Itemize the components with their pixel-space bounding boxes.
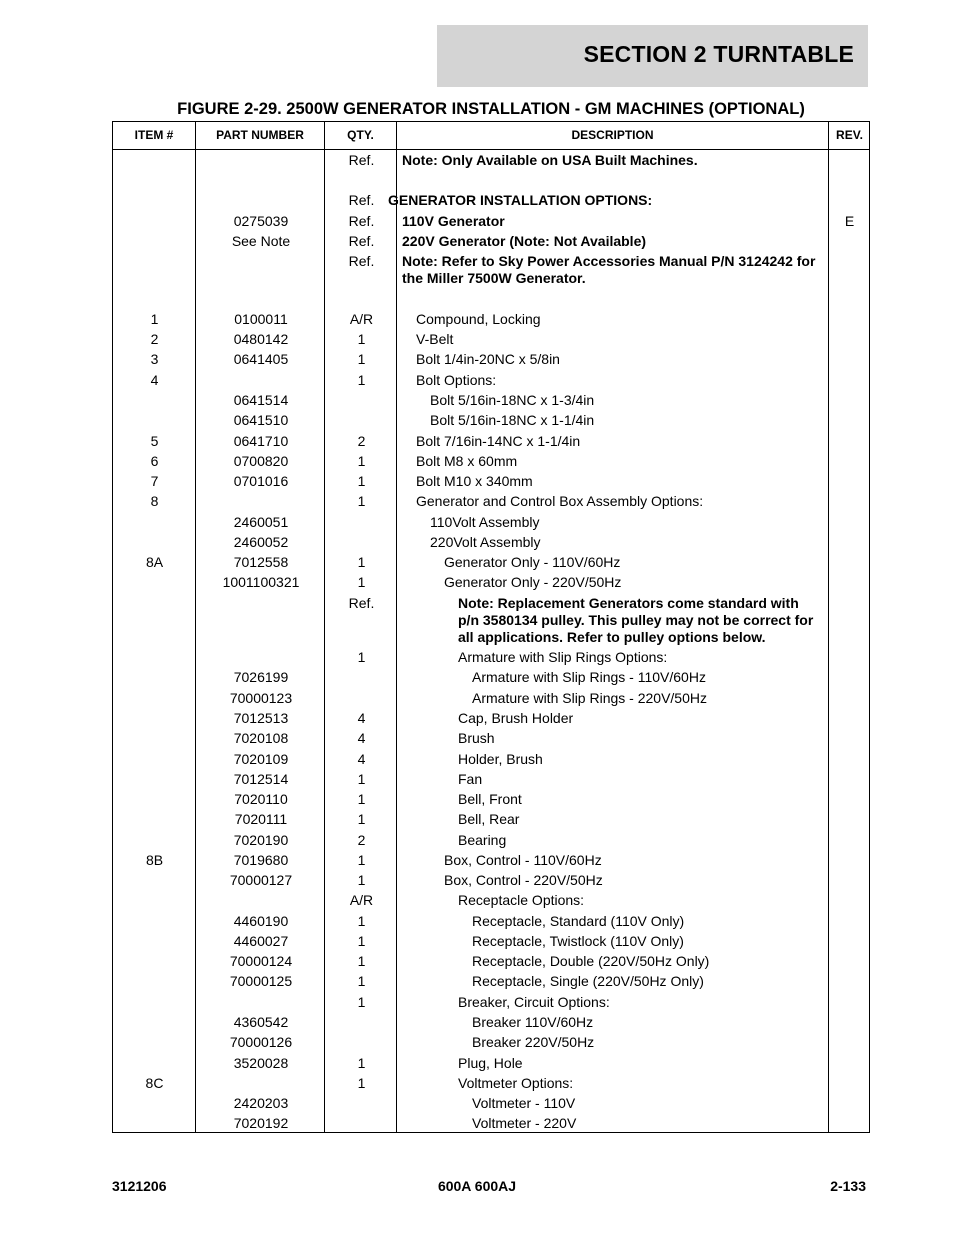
- table-row: [113, 331, 869, 351]
- item-number-cell: 5: [150, 433, 159, 449]
- quantity-cell: 1: [357, 1055, 366, 1071]
- description-cell: Receptacle Options:: [458, 892, 585, 908]
- quantity-cell: Ref.: [348, 152, 375, 168]
- quantity-cell: 2: [357, 433, 366, 449]
- description-cell: Armature with Slip Rings Options:: [458, 649, 668, 665]
- quantity-cell: 1: [357, 331, 366, 347]
- table-row: [113, 791, 869, 811]
- table-row: [113, 493, 869, 513]
- quantity-cell: 1: [357, 493, 366, 509]
- description-cell: Bolt 5/16in-18NC x 1-1/4in: [430, 412, 595, 428]
- description-cell: Bolt 1/4in-20NC x 5/8in: [416, 351, 560, 367]
- table-row: [113, 213, 869, 233]
- quantity-cell: 4: [357, 751, 366, 767]
- description-cell: Box, Control - 110V/60Hz: [444, 852, 602, 868]
- description-cell: Bell, Rear: [458, 811, 520, 827]
- table-row: [113, 649, 869, 669]
- description-cell: Generator Only - 110V/60Hz: [444, 554, 621, 570]
- table-row: [113, 1095, 869, 1115]
- part-number-cell: 0641510: [233, 412, 289, 428]
- table-row: [113, 1115, 869, 1135]
- table-row: [113, 412, 869, 432]
- item-number-cell: 2: [150, 331, 159, 347]
- table-row: [113, 1034, 869, 1054]
- part-number-cell: 70000127: [229, 872, 293, 888]
- description-cell: Fan: [458, 771, 483, 787]
- description-cell: Breaker, Circuit Options:: [458, 994, 610, 1010]
- part-number-cell: 4460027: [233, 933, 289, 949]
- description-cell: V-Belt: [416, 331, 454, 347]
- section-title: SECTION 2 TURNTABLE: [583, 41, 854, 67]
- part-number-cell: 0275039: [233, 213, 289, 229]
- part-number-cell: 70000126: [229, 1034, 293, 1050]
- part-number-cell: 4360542: [233, 1014, 289, 1030]
- quantity-cell: 1: [357, 574, 366, 590]
- table-row: [113, 1014, 869, 1034]
- item-number-cell: 8: [150, 493, 159, 509]
- item-number-cell: 8B: [145, 852, 164, 868]
- table-row: [113, 351, 869, 371]
- description-cell: 220Volt Assembly: [430, 534, 541, 550]
- part-number-cell: 2420203: [233, 1095, 289, 1111]
- quantity-cell: 1: [357, 453, 366, 469]
- quantity-cell: A/R: [349, 311, 374, 327]
- table-row: [113, 994, 869, 1014]
- description-cell: Bearing: [458, 832, 507, 848]
- quantity-cell: 1: [357, 872, 366, 888]
- figure-title: FIGURE 2-29. 2500W GENERATOR INSTALLATION - GM MACHINES (OPTIONAL): [177, 100, 805, 118]
- part-number-cell: 2460052: [233, 534, 289, 550]
- quantity-cell: 1: [357, 953, 366, 969]
- part-number-cell: 0641710: [233, 433, 289, 449]
- description-cell: Receptacle, Single (220V/50Hz Only): [472, 973, 704, 989]
- description-cell: Voltmeter - 110V: [472, 1095, 576, 1111]
- item-number-cell: 1: [150, 311, 159, 327]
- table-row: [113, 872, 869, 892]
- header-divider: [113, 149, 869, 150]
- table-row: [113, 811, 869, 831]
- part-number-cell: 0700820: [233, 453, 289, 469]
- quantity-cell: Ref.: [348, 192, 375, 208]
- part-number-cell: 1001100321: [222, 574, 300, 590]
- quantity-cell: 1: [357, 473, 366, 489]
- part-number-cell: 70000125: [229, 973, 293, 989]
- doc-number: 3121206: [112, 1178, 167, 1194]
- part-number-cell: 7020108: [233, 730, 289, 746]
- description-cell: Bell, Front: [458, 791, 522, 807]
- table-row: [113, 1055, 869, 1075]
- item-number-cell: 3: [150, 351, 159, 367]
- part-number-cell: 70000124: [229, 953, 293, 969]
- description-cell: Voltmeter - 220V: [472, 1115, 577, 1131]
- quantity-cell: Ref.: [348, 595, 375, 611]
- description-cell: Note: Replacement Generators come standard with p/n 3580134 pulley. This pulley may not be correct for all applications. Refer to pulley options below.: [458, 595, 814, 645]
- description-cell: Bolt Options:: [416, 372, 497, 388]
- quantity-cell: 1: [357, 771, 366, 787]
- quantity-cell: 1: [357, 1075, 366, 1091]
- item-number-cell: 8A: [145, 554, 164, 570]
- description-cell: Plug, Hole: [458, 1055, 523, 1071]
- description-cell: Brush: [458, 730, 495, 746]
- description-cell: 110V Generator: [402, 213, 505, 229]
- table-row: [113, 595, 869, 645]
- item-number-cell: 7: [150, 473, 159, 489]
- table-row: [113, 372, 869, 392]
- table-row: [113, 473, 869, 493]
- description-cell: Note: Only Available on USA Built Machines.: [402, 152, 698, 168]
- part-number-cell: 7020192: [233, 1115, 289, 1131]
- table-row: [113, 933, 869, 953]
- table-row: [113, 751, 869, 771]
- part-number-cell: 7012513: [233, 710, 289, 726]
- quantity-cell: 1: [357, 649, 366, 665]
- table-row: [113, 953, 869, 973]
- model-name: 600A 600AJ: [437, 1178, 517, 1194]
- description-cell: Receptacle, Double (220V/50Hz Only): [472, 953, 710, 969]
- description-cell: Armature with Slip Rings - 220V/50Hz: [472, 690, 707, 706]
- part-number-cell: 0701016: [233, 473, 289, 489]
- description-cell: Voltmeter Options:: [458, 1075, 574, 1091]
- part-number-cell: 3520028: [233, 1055, 289, 1071]
- table-row: [113, 771, 869, 791]
- table-row: [113, 514, 869, 534]
- table-row: [113, 730, 869, 750]
- part-number-cell: 7020111: [234, 811, 288, 827]
- description-cell: Breaker 220V/50Hz: [472, 1034, 595, 1050]
- table-row: [113, 892, 869, 912]
- description-cell: Breaker 110V/60Hz: [472, 1014, 594, 1030]
- section-header: [437, 25, 868, 87]
- quantity-cell: 1: [357, 852, 366, 868]
- description-cell: Note: Refer to Sky Power Accessories Manual P/N 3124242 for the Miller 7500W Generator.: [402, 253, 816, 286]
- description-cell: Armature with Slip Rings - 110V/60Hz: [472, 669, 706, 685]
- description-cell: Bolt 5/16in-18NC x 1-3/4in: [430, 392, 595, 408]
- description-cell: Compound, Locking: [416, 311, 541, 327]
- table-row: [113, 311, 869, 331]
- quantity-cell: 4: [357, 710, 366, 726]
- quantity-cell: 2: [357, 832, 366, 848]
- quantity-cell: A/R: [349, 892, 374, 908]
- part-number-cell: 7020190: [233, 832, 289, 848]
- item-number-cell: 8C: [145, 1075, 164, 1091]
- description-cell: GENERATOR INSTALLATION OPTIONS:: [388, 192, 653, 208]
- table-row: [113, 453, 869, 473]
- part-number-cell: 7020109: [233, 751, 289, 767]
- quantity-cell: 1: [357, 933, 366, 949]
- part-number-cell: See Note: [231, 233, 291, 249]
- description-cell: Bolt M10 x 340mm: [416, 473, 533, 489]
- part-number-cell: 7012514: [233, 771, 289, 787]
- quantity-cell: 1: [357, 913, 366, 929]
- table-row: [113, 832, 869, 852]
- part-number-cell: 7026199: [233, 669, 289, 685]
- item-number-cell: 6: [150, 453, 159, 469]
- description-cell: Bolt M8 x 60mm: [416, 453, 518, 469]
- part-number-cell: 7020110: [234, 791, 288, 807]
- part-number-cell: 70000123: [229, 690, 293, 706]
- quantity-cell: 1: [357, 351, 366, 367]
- table-row: [113, 1075, 869, 1095]
- part-number-cell: 0480142: [233, 331, 289, 347]
- table-row: [113, 253, 869, 286]
- part-number-cell: 7019680: [233, 852, 289, 868]
- column-header-description: DESCRIPTION: [571, 128, 654, 142]
- description-cell: Receptacle, Twistlock (110V Only): [472, 933, 684, 949]
- column-header-qty: QTY.: [347, 128, 374, 142]
- description-cell: 220V Generator (Note: Not Available): [402, 233, 647, 249]
- part-number-cell: 4460190: [233, 913, 289, 929]
- quantity-cell: 4: [357, 730, 366, 746]
- page-number: 2-133: [830, 1178, 866, 1194]
- part-number-cell: 7012558: [233, 554, 289, 570]
- quantity-cell: Ref.: [348, 253, 375, 269]
- quantity-cell: 1: [357, 791, 366, 807]
- description-cell: Bolt 7/16in-14NC x 1-1/4in: [416, 433, 581, 449]
- description-cell: Holder, Brush: [458, 751, 543, 767]
- description-cell: Generator Only - 220V/50Hz: [444, 574, 622, 590]
- description-cell: Cap, Brush Holder: [458, 710, 574, 726]
- quantity-cell: 1: [357, 811, 366, 827]
- item-number-cell: 4: [150, 372, 159, 388]
- part-number-cell: 0641514: [233, 392, 289, 408]
- part-number-cell: 0641405: [233, 351, 289, 367]
- table-row: [113, 554, 869, 574]
- revision-cell: E: [844, 213, 855, 229]
- table-row: [113, 852, 869, 872]
- quantity-cell: 1: [357, 994, 366, 1010]
- column-header-item: ITEM #: [134, 128, 174, 142]
- table-row: [113, 913, 869, 933]
- table-row: [113, 534, 869, 554]
- table-row: [113, 152, 869, 172]
- table-row: [113, 233, 869, 253]
- table-row: [113, 710, 869, 730]
- table-row: [113, 192, 869, 212]
- column-header-part-number: PART NUMBER: [216, 128, 304, 142]
- quantity-cell: 1: [357, 973, 366, 989]
- table-row: [113, 574, 869, 594]
- column-header-rev: REV.: [836, 128, 863, 142]
- parts-table: [112, 121, 870, 1133]
- description-cell: Receptacle, Standard (110V Only): [472, 913, 685, 929]
- part-number-cell: 0100011: [234, 311, 288, 327]
- description-cell: Box, Control - 220V/50Hz: [444, 872, 603, 888]
- quantity-cell: Ref.: [348, 233, 375, 249]
- table-row: [113, 973, 869, 993]
- table-row: [113, 690, 869, 710]
- quantity-cell: 1: [357, 372, 366, 388]
- description-cell: Generator and Control Box Assembly Options:: [416, 493, 704, 509]
- quantity-cell: 1: [357, 554, 366, 570]
- table-row: [113, 669, 869, 689]
- quantity-cell: Ref.: [348, 213, 375, 229]
- table-row: [113, 433, 869, 453]
- description-cell: 110Volt Assembly: [430, 514, 540, 530]
- table-row: [113, 392, 869, 412]
- part-number-cell: 2460051: [233, 514, 289, 530]
